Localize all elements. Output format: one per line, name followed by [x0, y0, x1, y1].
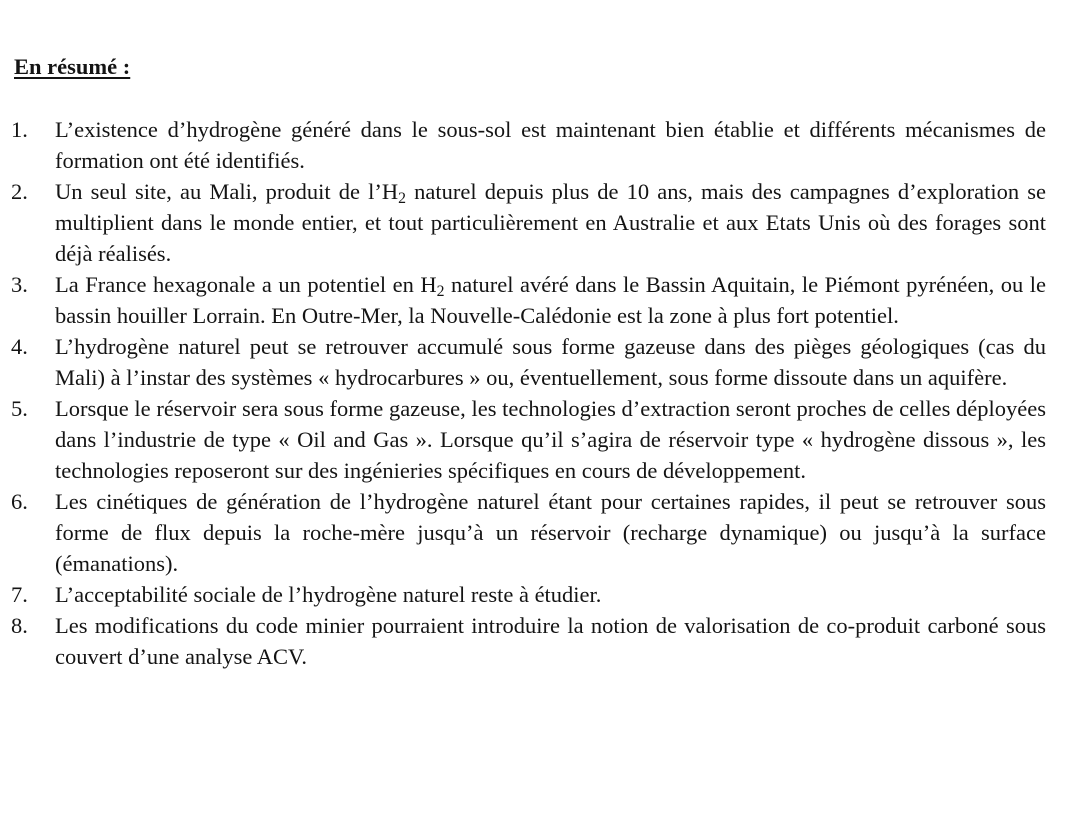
- item-number: 8.: [11, 613, 28, 638]
- item-number: 5.: [11, 396, 28, 421]
- item-number: 3.: [11, 272, 28, 297]
- list-item-8: [0, 610, 1046, 672]
- summary-list: [0, 114, 1046, 672]
- item-text: Un seul site, au Mali, produit de $l’H_2$ naturel depuis plus de 10 ans, mais des campagnes d’exploration se multiplient dans le monde entier, et tout particulièrement en Australie et aux Etats Unis où des forages sont déjà réalisés.: [55, 179, 1046, 266]
- item-text: Les cinétiques de génération de l’hydrogène naturel étant pour certaines rapides, il peut se retrouver sous forme de flux depuis la roche-mère jusqu’à un réservoir (recharge dynamique) ou jusqu’à la surface (émanations).: [55, 489, 1046, 576]
- list-item-6: [0, 486, 1046, 579]
- item-text: L’acceptabilité sociale de l’hydrogène naturel reste à étudier.: [55, 582, 602, 607]
- list-item-2: [0, 176, 1046, 269]
- list-item-1: [0, 114, 1046, 176]
- item-text: L’hydrogène naturel peut se retrouver accumulé sous forme gazeuse dans des pièges géologiques (cas du Mali) à l’instar des systèmes « hydrocarbures » ou, éventuellement, sous forme dissoute dans un aquifère.: [55, 334, 1046, 390]
- item-text: La France hexagonale a un potentiel en $H_2$ naturel avéré dans le Bassin Aquitain, le Piémont pyrénéen, ou le bassin houiller Lorrain. En Outre-Mer, la Nouvelle-Calédonie est la zone à plus fort potentiel.: [55, 272, 1046, 328]
- item-text: Les modifications du code minier pourraient introduire la notion de valorisation de co-produit carboné sous couvert d’une analyse ACV.: [55, 613, 1046, 669]
- item-text: Lorsque le réservoir sera sous forme gazeuse, les technologies d’extraction seront proches de celles déployées dans l’industrie de type « Oil and Gas ». Lorsque qu’il s’agira de réservoir type « hydrogène dissous », les technologies reposeront sur des ingénieries spécifiques en cours de développement.: [55, 396, 1046, 483]
- list-item-7: [0, 579, 1046, 610]
- item-number: 7.: [11, 582, 28, 607]
- item-number: 2.: [11, 179, 28, 204]
- summary-heading: En résumé :: [14, 54, 131, 79]
- item-number: 6.: [11, 489, 28, 514]
- subscript-2: 2: [436, 282, 445, 300]
- item-number: 1.: [11, 117, 28, 142]
- list-item-3: [0, 269, 1046, 331]
- item-text: L’existence d’hydrogène généré dans le sous-sol est maintenant bien établie et différents mécanismes de formation ont été identifiés.: [55, 117, 1046, 173]
- list-item-5: [0, 393, 1046, 486]
- subscript-2: 2: [398, 189, 407, 207]
- item-number: 4.: [11, 334, 28, 359]
- list-item-4: [0, 331, 1046, 393]
